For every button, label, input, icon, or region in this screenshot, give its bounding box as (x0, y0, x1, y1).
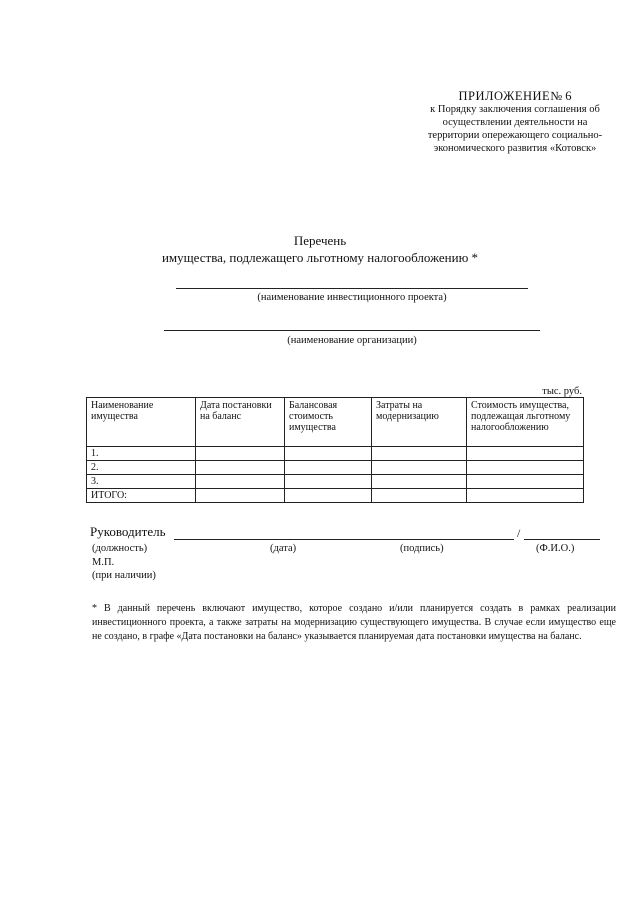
table-header-row (87, 398, 584, 447)
table-cell (285, 447, 372, 461)
table-cell (285, 489, 372, 503)
header-property-name: Наименование имущества (87, 398, 196, 447)
table-cell (196, 489, 285, 503)
footnote (92, 602, 616, 644)
appendix-line-4: экономического развития «Котовск» (433, 143, 597, 154)
name-line (524, 539, 600, 540)
header-book-value: Балансовая стоимость имущества (285, 398, 372, 447)
document-title-line-1: Перечень (293, 233, 347, 248)
caption-date: (дата) (270, 543, 297, 554)
appendix-line-1: к Порядку заключения соглашения об (430, 104, 600, 115)
signer-label: Руководитель (90, 524, 166, 539)
appendix-header (420, 90, 610, 155)
caption-full-name: (Ф.И.О.) (536, 543, 575, 554)
table-row (87, 461, 584, 475)
stamp-label: М.П. (92, 557, 115, 568)
header-balance-date: Дата постановки на баланс (196, 398, 285, 447)
document-title-line-2: имущества, подлежащего льготному налогообложению * (161, 250, 479, 265)
table-cell: ИТОГО: (87, 489, 196, 503)
property-table (86, 397, 584, 503)
project-name-hint: (наименование инвестиционного проекта) (257, 292, 447, 303)
caption-signature: (подпись) (400, 543, 444, 554)
table-cell (372, 461, 467, 475)
table-cell: 3. (87, 475, 196, 489)
appendix-number: № 6 (550, 89, 572, 103)
table-cell (372, 489, 467, 503)
appendix-line-2: осуществлении деятельности на (442, 117, 588, 128)
table-cell: 2. (87, 461, 196, 475)
table-cell (467, 475, 584, 489)
table-cell: 1. (87, 447, 196, 461)
stamp-note: (при наличии) (92, 570, 156, 581)
footnote-marker: * (92, 603, 97, 614)
caption-position: (должность) (92, 543, 148, 554)
table-cell (285, 475, 372, 489)
table-row (87, 447, 584, 461)
appendix-line-3: территории опережающего социально- (427, 130, 603, 141)
document-title (150, 232, 490, 266)
table-cell (372, 447, 467, 461)
table-cell (196, 475, 285, 489)
table-total-row (87, 489, 584, 503)
signature-line (174, 539, 514, 540)
table-cell (196, 447, 285, 461)
project-name-line (176, 288, 528, 289)
appendix-title-text: ПРИЛОЖЕНИЕ (458, 89, 551, 103)
header-modernization-costs: Затраты на модернизацию (372, 398, 467, 447)
table-cell (467, 461, 584, 475)
table-cell (467, 489, 584, 503)
footnote-text: В данный перечень включают имущество, которое создано и/или планируется создать в рамках реализации инвестиционного проекта, а также затраты на модернизацию существующего имущества. В случае если имущество еще не создано, в графе «Дата постановки на баланс» указывается планируемая дата постановки имущества на баланс. (92, 603, 616, 642)
appendix-title (420, 90, 610, 103)
unit-label: тыс. руб. (542, 386, 582, 397)
table-cell (372, 475, 467, 489)
header-taxable-value: Стоимость имущества, подлежащая льготному налогообложению (467, 398, 584, 447)
organization-name-hint: (наименование организации) (287, 335, 417, 346)
organization-name-line (164, 330, 540, 331)
table-cell (467, 447, 584, 461)
signature-separator: / (517, 526, 521, 540)
table-row (87, 475, 584, 489)
table-cell (196, 461, 285, 475)
table-cell (285, 461, 372, 475)
